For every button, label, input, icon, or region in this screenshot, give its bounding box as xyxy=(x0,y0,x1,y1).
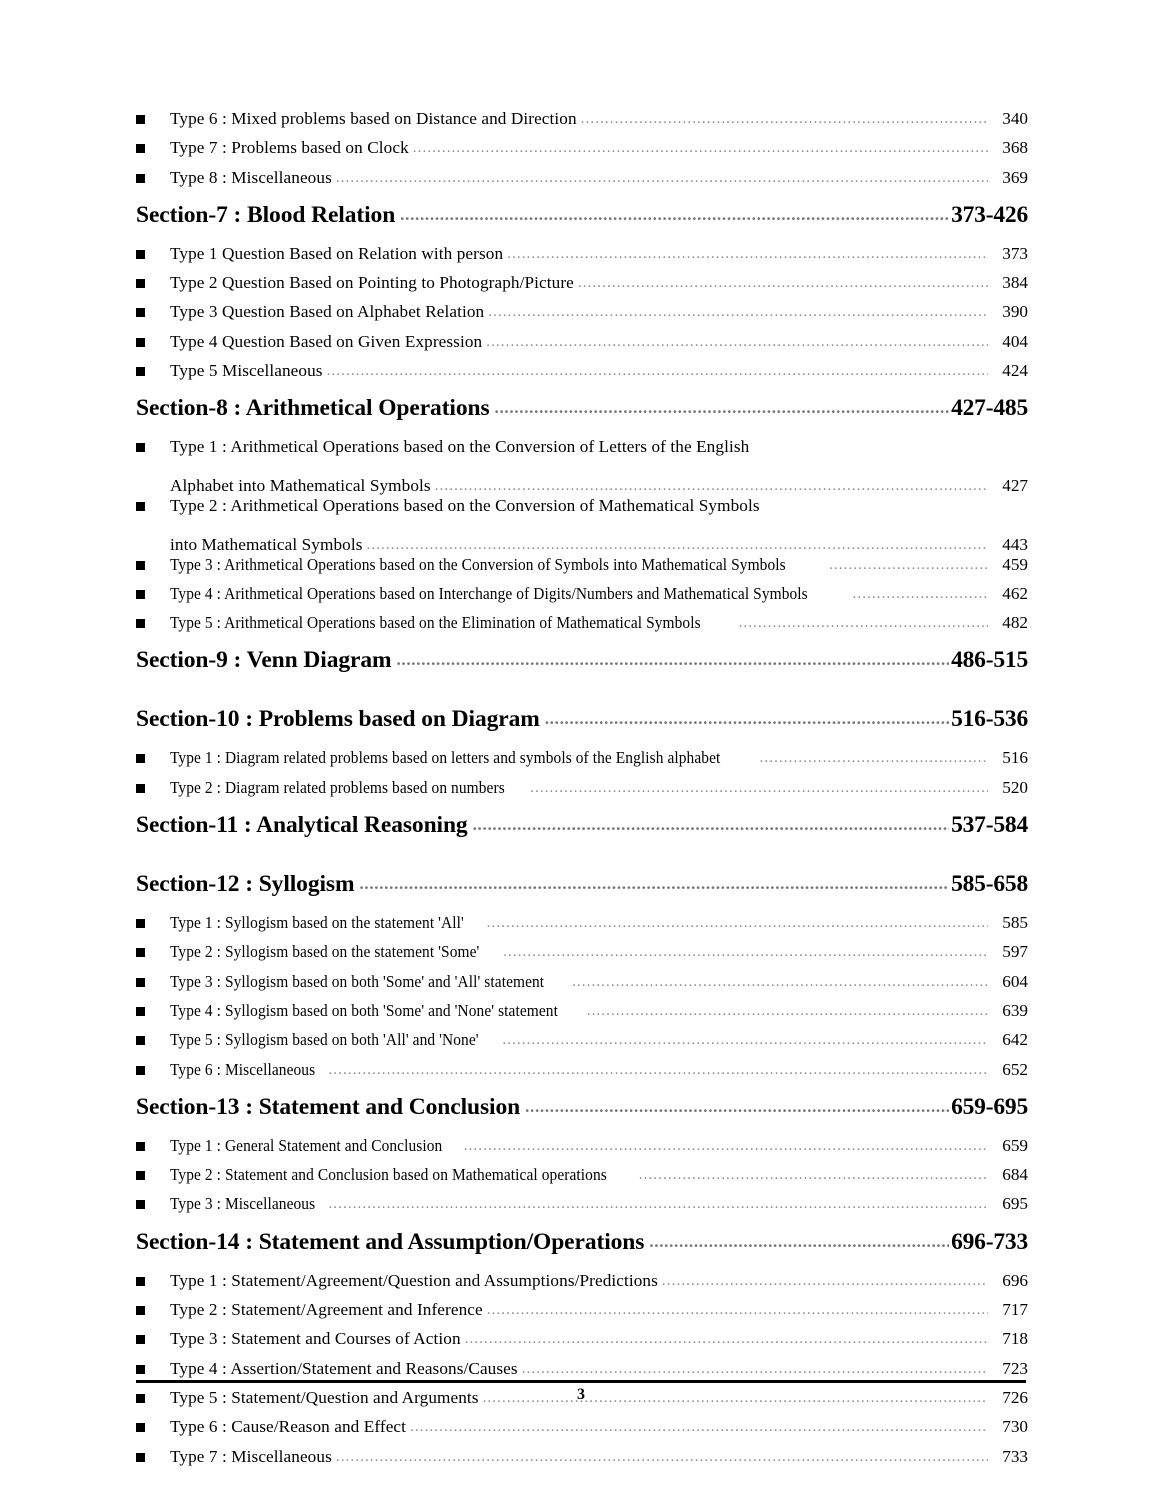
filled-square-bullet-icon xyxy=(136,919,145,928)
toc-section-page-range: 659-695 xyxy=(951,1093,1028,1120)
filled-square-bullet-icon xyxy=(136,590,145,599)
toc-type-row[interactable] xyxy=(136,356,1028,385)
dot-leader xyxy=(662,1267,988,1296)
bullet-cell xyxy=(136,462,170,491)
toc-type-page-number: 390 xyxy=(1002,302,1028,322)
toc-type-label: Type 8 : Miscellaneous xyxy=(170,167,332,187)
toc-type-row[interactable] xyxy=(136,773,1028,802)
toc-section-page-range: 427-485 xyxy=(951,395,1028,422)
bullet-cell xyxy=(136,1267,170,1296)
toc-type-row[interactable] xyxy=(136,432,1028,461)
toc-type-label: Type 4 Question Based on Given Expression xyxy=(170,331,483,351)
toc-section-page-range: 696-733 xyxy=(951,1228,1028,1255)
filled-square-bullet-icon xyxy=(136,978,145,987)
toc-type-page-number: 373 xyxy=(1002,243,1028,263)
bullet-cell xyxy=(136,774,170,803)
toc-type-page-number: 723 xyxy=(1002,1358,1028,1378)
toc-type-row[interactable] xyxy=(136,462,1028,495)
toc-type-row[interactable] xyxy=(136,163,1028,192)
toc-type-row[interactable] xyxy=(136,327,1028,356)
toc-type-label: Type 1 Question Based on Relation with person xyxy=(170,243,504,263)
dot-leader xyxy=(473,801,949,848)
filled-square-bullet-icon xyxy=(136,1200,145,1209)
filled-square-bullet-icon xyxy=(136,1453,145,1462)
dot-leader xyxy=(410,1413,988,1442)
dot-leader xyxy=(464,1132,988,1161)
toc-type-page-number: 659 xyxy=(1002,1135,1028,1155)
toc-section-row[interactable] xyxy=(136,696,1028,743)
toc-section-title: Section-8 : Arithmetical Operations xyxy=(136,395,490,422)
toc-type-page-number: 459 xyxy=(1002,554,1028,574)
dot-leader xyxy=(507,240,988,269)
toc-type-row[interactable] xyxy=(136,1412,1028,1441)
bullet-cell xyxy=(136,1325,170,1354)
toc-type-page-number: 639 xyxy=(1002,1000,1028,1020)
toc-type-page-number: 717 xyxy=(1002,1300,1028,1320)
toc-type-page-number: 462 xyxy=(1002,583,1028,603)
filled-square-bullet-icon xyxy=(136,308,145,317)
toc-type-row[interactable] xyxy=(136,743,1028,772)
bullet-cell xyxy=(136,433,170,462)
toc-section-row[interactable] xyxy=(136,192,1028,239)
toc-type-label: Type 2 : Diagram related problems based on numbers xyxy=(170,777,505,797)
toc-type-label: Type 2 : Arithmetical Operations based on the Conversion of Mathematical Symbols xyxy=(170,495,760,515)
bullet-cell xyxy=(136,1190,170,1219)
toc-type-label: Type 3 : Arithmetical Operations based on the Conversion of Symbols into Mathematical Symbols xyxy=(170,554,786,574)
toc-type-page-number: 696 xyxy=(1002,1270,1028,1290)
toc-type-row[interactable] xyxy=(136,996,1028,1025)
dot-leader xyxy=(396,636,949,683)
filled-square-bullet-icon xyxy=(136,619,145,628)
bullet-cell xyxy=(136,105,170,134)
dot-leader xyxy=(486,328,988,357)
toc-type-label: into Mathematical Symbols xyxy=(170,534,363,554)
footer-page-number: 3 xyxy=(577,1386,585,1403)
toc-type-row[interactable] xyxy=(136,908,1028,937)
bullet-cell xyxy=(136,609,170,638)
bullet-cell xyxy=(136,580,170,609)
filled-square-bullet-icon xyxy=(136,948,145,957)
bullet-cell xyxy=(136,1161,170,1190)
toc-type-row[interactable] xyxy=(136,1295,1028,1324)
filled-square-bullet-icon xyxy=(136,1066,145,1075)
footer-divider xyxy=(136,1380,1026,1383)
toc-type-label: Type 2 : Statement/Agreement and Inference xyxy=(170,1300,483,1320)
toc-type-label: Type 3 : Statement and Courses of Action xyxy=(170,1329,461,1349)
toc-section-row[interactable] xyxy=(136,1219,1028,1266)
toc-type-row[interactable] xyxy=(136,967,1028,996)
dot-leader xyxy=(545,695,949,742)
filled-square-bullet-icon xyxy=(136,250,145,259)
toc-type-page-number: 695 xyxy=(1002,1194,1028,1214)
toc-type-page-number: 684 xyxy=(1002,1165,1028,1185)
bullet-cell xyxy=(136,1296,170,1325)
filled-square-bullet-icon xyxy=(136,784,145,793)
toc-section-page-range: 373-426 xyxy=(951,201,1028,228)
toc-section-row[interactable] xyxy=(136,802,1028,849)
toc-type-label: Type 4 : Syllogism based on both 'Some' and 'None' statement xyxy=(170,1000,558,1020)
toc-section-title: Section-10 : Problems based on Diagram xyxy=(136,706,540,733)
dot-leader xyxy=(587,997,988,1026)
toc-type-row[interactable] xyxy=(136,579,1028,608)
toc-section-title: Section-11 : Analytical Reasoning xyxy=(136,812,468,839)
toc-type-page-number: 726 xyxy=(1002,1387,1028,1407)
toc-type-row[interactable] xyxy=(136,937,1028,966)
dot-leader xyxy=(853,580,989,609)
toc-type-label: Type 1 : Syllogism based on the statement 'All' xyxy=(170,913,464,933)
bullet-cell xyxy=(136,240,170,269)
toc-type-row[interactable] xyxy=(136,1354,1028,1383)
dot-leader xyxy=(328,1056,988,1085)
toc-type-page-number: 730 xyxy=(1002,1417,1028,1437)
toc-type-row[interactable] xyxy=(136,550,1028,579)
bullet-cell xyxy=(136,492,170,521)
dot-leader xyxy=(328,1190,988,1219)
dot-leader xyxy=(465,1325,988,1354)
toc-section-title: Section-9 : Venn Diagram xyxy=(136,647,392,674)
toc-type-label: Type 4 : Arithmetical Operations based on Interchange of Digits/Numbers and Mathematical Symbols xyxy=(170,583,808,603)
filled-square-bullet-icon xyxy=(136,144,145,153)
toc-section-page-range: 537-584 xyxy=(951,812,1028,839)
bullet-cell xyxy=(136,968,170,997)
toc-type-label: Type 1 : Arithmetical Operations based on the Conversion of Letters of the English xyxy=(170,437,750,457)
dot-leader xyxy=(336,164,988,193)
bullet-cell xyxy=(136,938,170,967)
toc-type-label: Type 5 : Arithmetical Operations based on the Elimination of Mathematical Symbols xyxy=(170,613,701,633)
dot-leader xyxy=(739,609,988,638)
toc-section-row[interactable] xyxy=(136,385,1028,432)
toc-type-label: Type 3 Question Based on Alphabet Relation xyxy=(170,302,485,322)
dot-leader xyxy=(525,1083,949,1130)
toc-section-title: Section-7 : Blood Relation xyxy=(136,201,396,228)
toc-type-label: Type 7 : Miscellaneous xyxy=(170,1446,332,1466)
dot-leader xyxy=(327,357,988,386)
toc-type-page-number: 424 xyxy=(1002,361,1028,381)
bullet-cell xyxy=(136,1055,170,1084)
toc-type-row[interactable] xyxy=(136,1025,1028,1054)
toc-type-label: Type 6 : Mixed problems based on Distance and Direction xyxy=(170,109,577,128)
toc-type-row[interactable] xyxy=(136,1324,1028,1353)
toc-section-page-range: 585-658 xyxy=(951,871,1028,898)
toc-section-page-range: 516-536 xyxy=(951,706,1028,733)
dot-leader xyxy=(502,1026,988,1055)
toc-section-row[interactable] xyxy=(136,861,1028,908)
toc-type-row[interactable] xyxy=(136,1442,1028,1471)
filled-square-bullet-icon xyxy=(136,561,145,570)
bullet-cell xyxy=(136,550,170,579)
bullet-cell xyxy=(136,997,170,1026)
toc-type-page-number: 404 xyxy=(1002,331,1028,351)
filled-square-bullet-icon xyxy=(136,1335,145,1344)
toc-type-label: Type 1 : Diagram related problems based on letters and symbols of the English alphabet xyxy=(170,748,721,768)
toc-type-label: Type 5 : Syllogism based on both 'All' and 'None' xyxy=(170,1030,479,1050)
toc-type-row[interactable] xyxy=(136,239,1028,268)
bullet-cell xyxy=(136,744,170,773)
table-of-contents xyxy=(136,104,1028,1471)
toc-type-page-number: 733 xyxy=(1002,1446,1028,1466)
filled-square-bullet-icon xyxy=(136,1142,145,1151)
dot-leader xyxy=(503,938,988,967)
dot-leader xyxy=(336,1443,988,1472)
toc-type-label: Type 6 : Miscellaneous xyxy=(170,1059,316,1079)
dot-leader xyxy=(487,1296,988,1325)
bullet-cell xyxy=(136,134,170,163)
filled-square-bullet-icon xyxy=(136,1365,145,1374)
toc-section-title: Section-13 : Statement and Conclusion xyxy=(136,1093,521,1120)
toc-type-label: Type 5 : Statement/Question and Arguments xyxy=(170,1387,479,1407)
dot-leader xyxy=(435,472,988,501)
toc-type-row[interactable] xyxy=(136,1189,1028,1218)
filled-square-bullet-icon xyxy=(136,502,145,511)
filled-square-bullet-icon xyxy=(136,174,145,183)
toc-type-row[interactable] xyxy=(136,1055,1028,1084)
toc-section-row[interactable] xyxy=(136,1084,1028,1131)
bullet-cell xyxy=(136,1413,170,1442)
dot-leader xyxy=(413,134,988,163)
dot-leader xyxy=(760,744,988,773)
filled-square-bullet-icon xyxy=(136,367,145,376)
dot-leader xyxy=(488,298,988,327)
toc-type-label: Type 2 : Syllogism based on the statement 'Some' xyxy=(170,942,480,962)
toc-type-label: Type 4 : Assertion/Statement and Reasons/Causes xyxy=(170,1358,518,1378)
bullet-cell xyxy=(136,298,170,327)
dot-leader xyxy=(572,968,988,997)
dot-leader xyxy=(581,105,988,134)
dot-leader xyxy=(495,384,950,431)
filled-square-bullet-icon xyxy=(136,1036,145,1045)
filled-square-bullet-icon xyxy=(136,279,145,288)
toc-type-page-number: 642 xyxy=(1002,1030,1028,1050)
filled-square-bullet-icon xyxy=(136,115,145,124)
toc-type-page-number: 652 xyxy=(1002,1059,1028,1079)
dot-leader xyxy=(530,774,988,803)
bullet-cell xyxy=(136,1026,170,1055)
bullet-cell xyxy=(136,357,170,386)
toc-type-row[interactable] xyxy=(136,1266,1028,1295)
dot-leader xyxy=(487,909,988,938)
filled-square-bullet-icon xyxy=(136,1007,145,1016)
dot-leader xyxy=(400,191,949,238)
toc-type-page-number: 597 xyxy=(1002,942,1028,962)
toc-type-label: Type 6 : Cause/Reason and Effect xyxy=(170,1417,407,1437)
toc-type-row[interactable] xyxy=(136,104,1028,133)
bullet-cell xyxy=(136,163,170,192)
filled-square-bullet-icon xyxy=(136,338,145,347)
bullet-cell xyxy=(136,328,170,357)
toc-section-title: Section-12 : Syllogism xyxy=(136,871,355,898)
toc-type-label: Type 3 : Miscellaneous xyxy=(170,1194,316,1214)
toc-type-page-number: 482 xyxy=(1002,613,1028,633)
dot-leader xyxy=(359,860,949,907)
toc-type-row[interactable] xyxy=(136,268,1028,297)
toc-type-page-number: 604 xyxy=(1002,971,1028,991)
toc-type-label: Type 2 Question Based on Pointing to Photograph/Picture xyxy=(170,273,574,293)
dot-leader xyxy=(829,551,988,580)
toc-type-row[interactable] xyxy=(136,608,1028,637)
bullet-cell xyxy=(136,1132,170,1161)
toc-type-page-number: 427 xyxy=(1002,475,1028,495)
dot-leader xyxy=(578,269,988,298)
toc-type-row[interactable] xyxy=(136,1160,1028,1189)
toc-type-label: Type 1 : General Statement and Conclusion xyxy=(170,1135,443,1155)
bullet-cell xyxy=(136,1442,170,1471)
toc-type-label: Type 2 : Statement and Conclusion based on Mathematical operations xyxy=(170,1165,607,1185)
toc-type-page-number: 520 xyxy=(1002,777,1028,797)
filled-square-bullet-icon xyxy=(136,1423,145,1432)
toc-type-page-number: 369 xyxy=(1002,167,1028,187)
toc-type-row[interactable] xyxy=(136,133,1028,162)
filled-square-bullet-icon xyxy=(136,1171,145,1180)
toc-type-page-number: 443 xyxy=(1002,534,1028,554)
toc-type-label: Type 3 : Syllogism based on both 'Some' and 'All' statement xyxy=(170,971,545,991)
toc-type-label: Alphabet into Mathematical Symbols xyxy=(170,475,431,495)
toc-type-page-number: 368 xyxy=(1002,138,1028,158)
toc-section-row[interactable] xyxy=(136,637,1028,684)
toc-type-label: Type 1 : Statement/Agreement/Question and Assumptions/Predictions xyxy=(170,1270,658,1290)
toc-section-title: Section-14 : Statement and Assumption/Operations xyxy=(136,1228,645,1255)
filled-square-bullet-icon xyxy=(136,1277,145,1286)
toc-type-page-number: 340 xyxy=(1002,109,1028,128)
bullet-cell xyxy=(136,520,170,549)
bullet-cell xyxy=(136,269,170,298)
toc-type-label: Type 7 : Problems based on Clock xyxy=(170,138,409,158)
toc-type-page-number: 384 xyxy=(1002,273,1028,293)
toc-type-row[interactable] xyxy=(136,297,1028,326)
toc-type-page-number: 585 xyxy=(1002,913,1028,933)
dot-leader xyxy=(639,1161,988,1190)
toc-type-row[interactable] xyxy=(136,520,1028,554)
bullet-cell xyxy=(136,909,170,938)
toc-type-label: Type 5 Miscellaneous xyxy=(170,361,323,381)
toc-type-page-number: 516 xyxy=(1002,748,1028,768)
toc-type-row[interactable] xyxy=(136,1131,1028,1160)
dot-leader xyxy=(649,1218,949,1265)
filled-square-bullet-icon xyxy=(136,1306,145,1315)
toc-type-page-number: 718 xyxy=(1002,1329,1028,1349)
filled-square-bullet-icon xyxy=(136,443,145,452)
filled-square-bullet-icon xyxy=(136,754,145,763)
toc-section-page-range: 486-515 xyxy=(951,647,1028,674)
